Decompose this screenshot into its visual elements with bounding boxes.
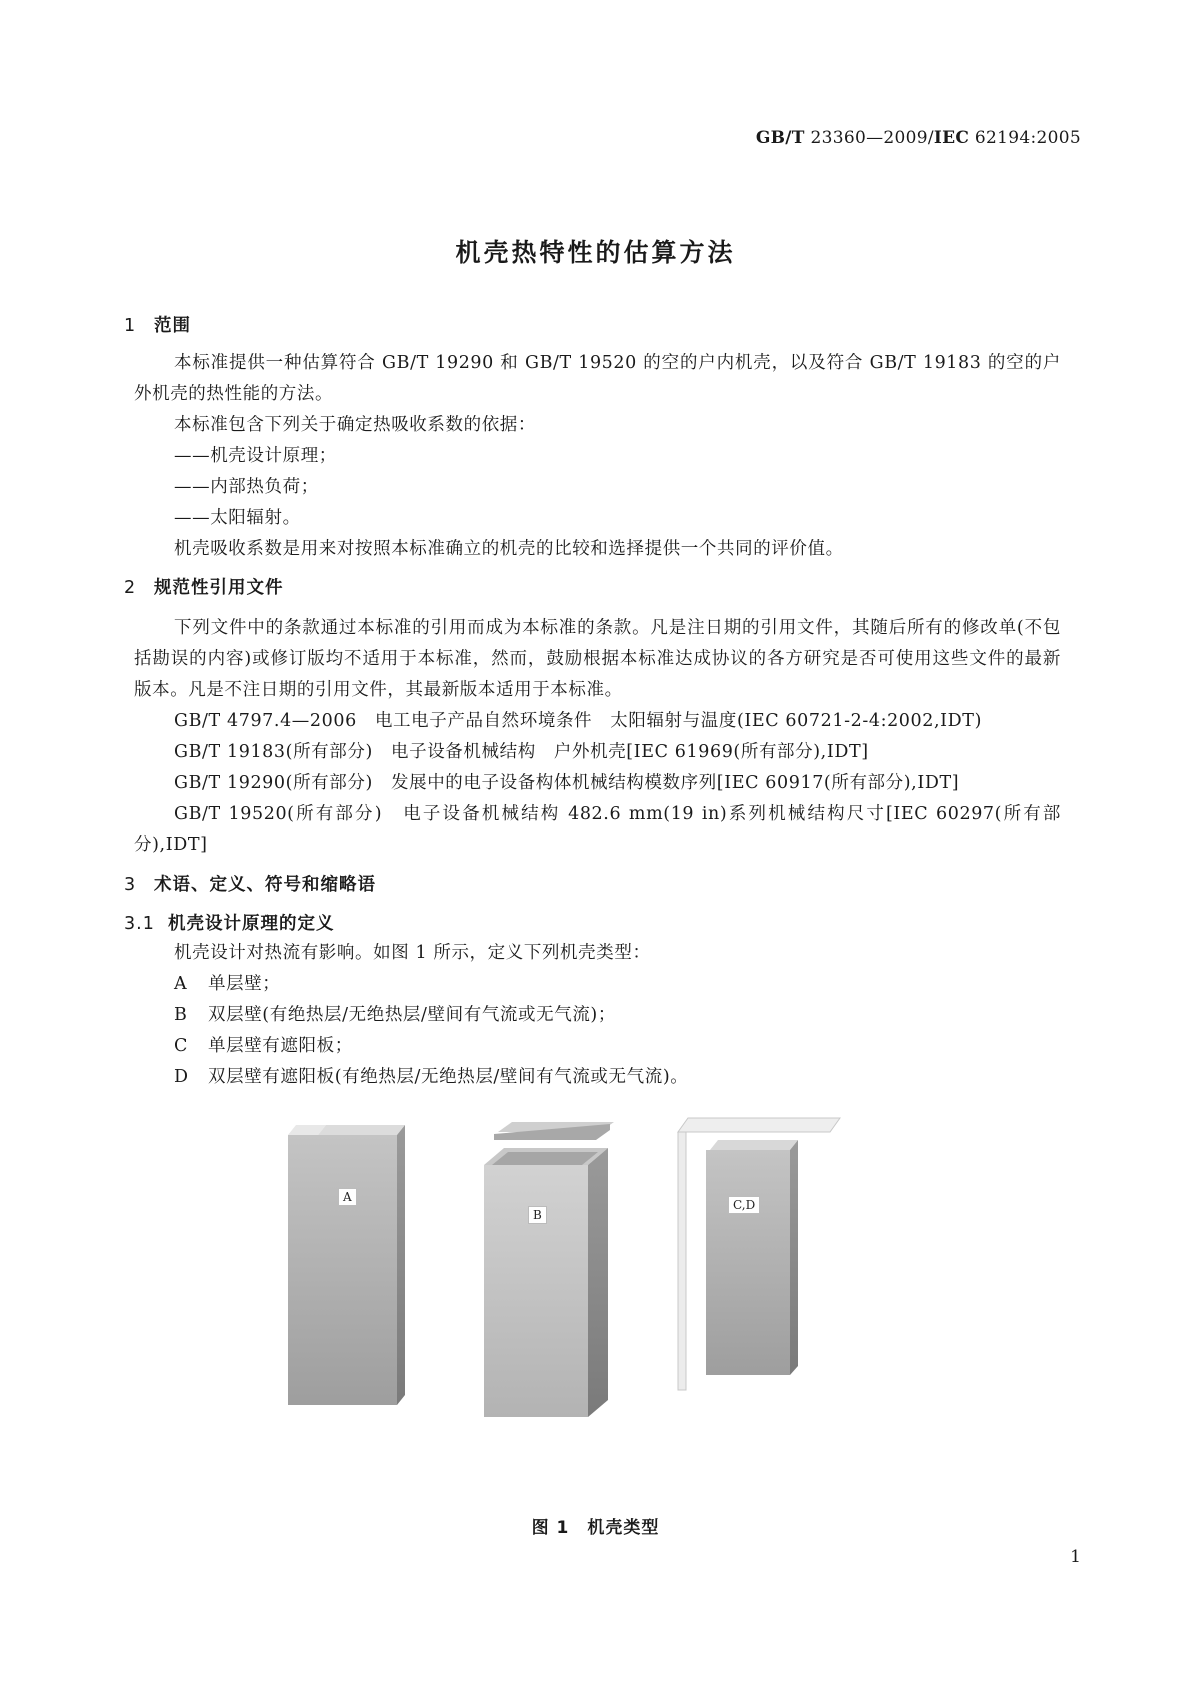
type-item-a-key: A [174,974,188,994]
section-1-title: 范围 [154,316,191,336]
enclosure-b-side [588,1148,608,1417]
enclosure-b-front [484,1165,588,1417]
section-3-number: 3 [124,875,137,895]
section-2-number: 2 [124,578,137,598]
header-std2: IEC [933,128,970,148]
figure-1-enclosure-types [270,1110,910,1490]
section-1-item-2: ——内部热负荷； [174,477,319,497]
section-3-1-number: 3.1 [124,914,155,934]
type-item-b-text: 双层壁(有绝热层/无绝热层/壁间有气流或无气流)； [208,1005,616,1025]
type-item-b-key: B [174,1005,188,1025]
section-1-para-1: 本标准提供一种估算符合 GB/T 19290 和 GB/T 19520 的空的户内机壳，以及符合 GB/T 19183 的空的户外机壳的热性能的方法。 [134,353,1061,404]
section-1-heading [124,312,191,337]
enclosure-cd [678,1118,840,1390]
figure-1-caption: 图 1 机壳类型 [531,1518,660,1538]
type-item-c-key: C [174,1036,188,1056]
enclosure-b [484,1122,614,1417]
section-2-title: 规范性引用文件 [154,578,284,598]
enclosure-illustration [270,1110,910,1490]
reference-4: GB/T 19520(所有部分) 电子设备机械结构 482.6 mm(19 in)系列机械结构尺寸[IEC 60297(所有部分),IDT] [134,804,1061,855]
enclosure-a-top [318,1125,405,1135]
enclosure-b-inner [492,1152,598,1165]
enclosure-a-front [288,1135,397,1405]
enclosure-cd-side [790,1140,798,1375]
header-num1: 23360—2009/ [810,128,934,148]
type-item-a [174,969,280,1000]
sun-shield-back [678,1132,686,1390]
section-2-heading [124,574,284,599]
enclosure-b-label: B [528,1206,547,1224]
section-3-1-title: 机壳设计原理的定义 [168,914,335,934]
enclosure-cd-front [706,1150,790,1375]
type-item-b [174,1000,616,1031]
type-item-d-key: D [174,1067,189,1087]
standard-number-header [756,128,1081,148]
section-3-1-para-1: 机壳设计对热流有影响。如图 1 所示，定义下列机壳类型： [174,943,651,963]
section-1-para-3: 机壳吸收系数是用来对按照本标准确立的机壳的比较和选择提供一个共同的评价值。 [174,539,844,559]
reference-3: GB/T 19290(所有部分) 发展中的电子设备构体机械结构模数序列[IEC 60917(所有部分),IDT] [174,773,960,793]
type-item-c-text: 单层壁有遮阳板； [208,1036,353,1056]
type-item-d [174,1062,688,1093]
section-3-title: 术语、定义、符号和缩略语 [154,875,376,895]
section-1-para-2: 本标准包含下列关于确定热吸收系数的依据： [174,415,536,435]
section-1-item-3: ——太阳辐射。 [174,508,301,528]
enclosure-cd-top [710,1140,798,1150]
type-item-d-text: 双层壁有遮阳板(有绝热层/无绝热层/壁间有气流或无气流)。 [208,1067,689,1087]
reference-2: GB/T 19183(所有部分) 电子设备机械结构 户外机壳[IEC 61969(所有部分),IDT] [174,742,869,762]
type-item-c [174,1031,353,1062]
header-std1: GB/T [755,128,805,148]
sun-shield-top [678,1118,840,1132]
section-1-item-1: ——机壳设计原理； [174,446,337,466]
section-2-para-1: 下列文件中的条款通过本标准的引用而成为本标准的条款。凡是注日期的引用文件，其随后所有的修改单(不包括勘误的内容)或修订版均不适用于本标准，然而，鼓励根据本标准达成协议的各方研究是否可使用这些文件的最新版本。凡是不注日期的引用文件，其最新版本适用于本标准。 [134,618,1061,700]
enclosure-cd-label: C,D [728,1196,760,1214]
section-1-number: 1 [124,316,137,336]
header-num2: 62194:2005 [974,128,1081,148]
enclosure-a [288,1125,405,1405]
page-number: 1 [1070,1547,1081,1567]
enclosure-a-label: A [338,1188,357,1206]
type-item-a-text: 单层壁； [208,974,281,994]
document-title: 机壳热特性的估算方法 [455,238,736,267]
reference-1: GB/T 4797.4—2006 电工电子产品自然环境条件 太阳辐射与温度(IEC 60721-2-4:2002,IDT) [174,711,983,731]
enclosure-a-side [397,1125,405,1405]
section-3-heading [124,871,376,896]
section-3-1-heading [124,910,335,935]
